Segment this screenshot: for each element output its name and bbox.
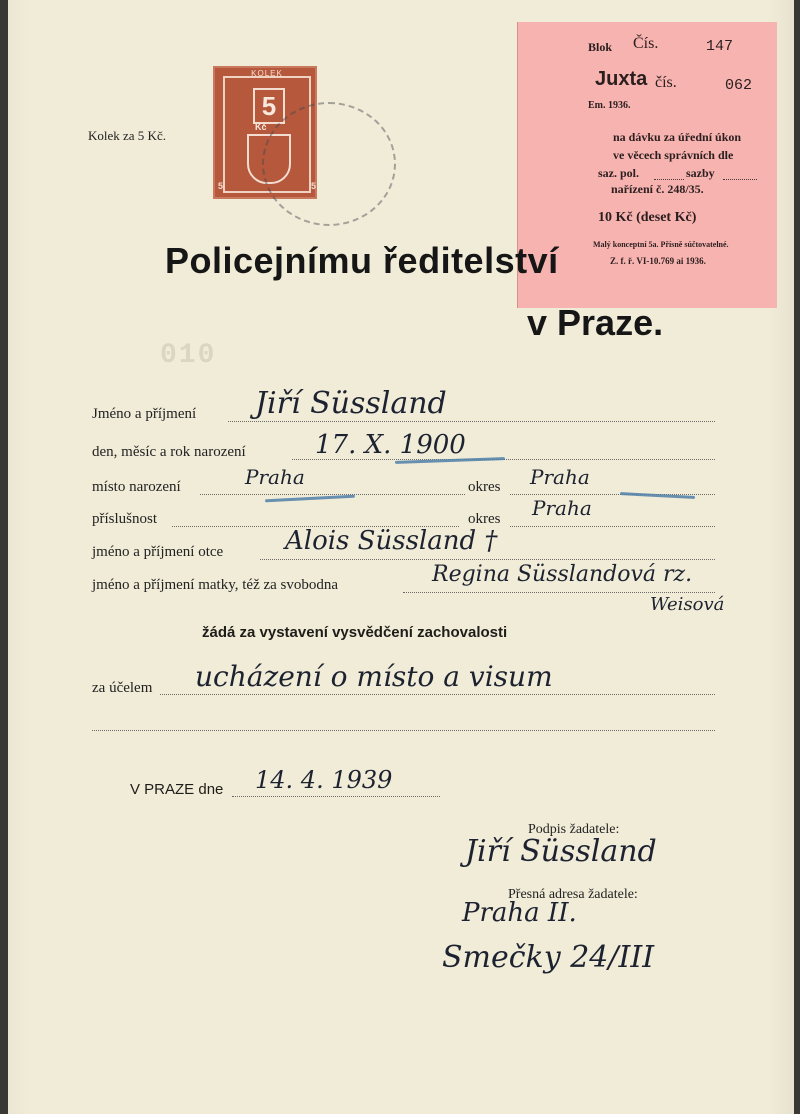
place-value: Praha [245,465,305,489]
page-edge-right [794,0,800,1114]
receipt-line4: nařízení č. 248/35. [611,182,704,196]
okres2-label: okres [468,511,501,527]
father-label: jméno a příjmení otce [92,544,224,560]
date-value: 14. 4. 1939 [255,766,393,794]
receipt-blok: Blok [588,40,613,54]
receipt-line3a: saz. pol. [598,166,640,180]
postmark-circle [262,102,396,226]
receipt-number1: 147 [706,38,734,55]
receipt-cis1: Čís. [633,35,659,52]
receipt-footnote2: Z. f. ř. VI-10.769 ai 1936. [610,256,706,266]
birth-value: 17. X. 1900 [315,430,466,460]
domicile-label: příslušnost [92,511,158,527]
page-edge-left [0,0,8,1114]
city-date-label: V PRAZE dne [130,781,224,798]
signature-label: Podpis žadatele: [528,822,620,837]
address-label: Přesná adresa žadatele: [508,887,638,902]
mother-value-maiden: Weisová [650,594,725,615]
purpose-label: za účelem [92,680,153,696]
receipt-line2: ve věcech správních dle [613,148,734,162]
ghost-number: 010 [160,340,217,371]
mother-value: Regina Süsslandová rz. [432,562,693,587]
receipt-footnote1: Malý konceptní 5a. Přísně súčtovatelné. [593,240,729,249]
birth-label: den, měsíc a rok narození [92,444,246,460]
okres1-value: Praha [530,465,590,489]
address-line1: Praha II. [462,898,577,928]
father-value: Alois Süssland † [285,526,498,556]
receipt-number2: 062 [725,77,753,94]
addressee-title: Policejnímu ředitelství [165,240,559,281]
receipt-cis2: čís. [655,74,677,91]
request-text: žádá za vystavení vysvědčení zachovalosti [202,624,508,641]
okres1-label: okres [468,479,501,495]
stamp-corner-right: 5 [310,181,316,191]
receipt-amount: 10 Kč (deset Kč) [598,210,697,225]
stamp-currency: Kč [255,122,267,132]
receipt-line3b: sazby [686,166,715,180]
addressee-city: v Praze. [527,302,664,343]
address-line2: Smečky 24/III [442,940,655,975]
receipt-em: Em. 1936. [588,100,631,111]
purpose-value: ucházení o místo a visum [195,660,553,693]
mother-label: jméno a příjmení matky, též za svobodna [92,577,339,593]
stamp-corner-left: 5 [218,181,224,191]
place-label: místo narození [92,479,181,495]
okres2-value: Praha [532,496,592,520]
receipt-juxta: Juxta [595,68,648,90]
stamp-top-text: KOLEK [251,69,283,78]
receipt-line1: na dávku za úřední úkon [613,130,742,144]
applicant-signature: Jiří Süssland [465,834,657,869]
name-label: Jméno a příjmení [92,406,197,422]
stamp-value: 5 [253,88,285,124]
name-value: Jiří Süssland [255,386,447,421]
stamp-caption: Kolek za 5 Kč. [88,128,166,143]
